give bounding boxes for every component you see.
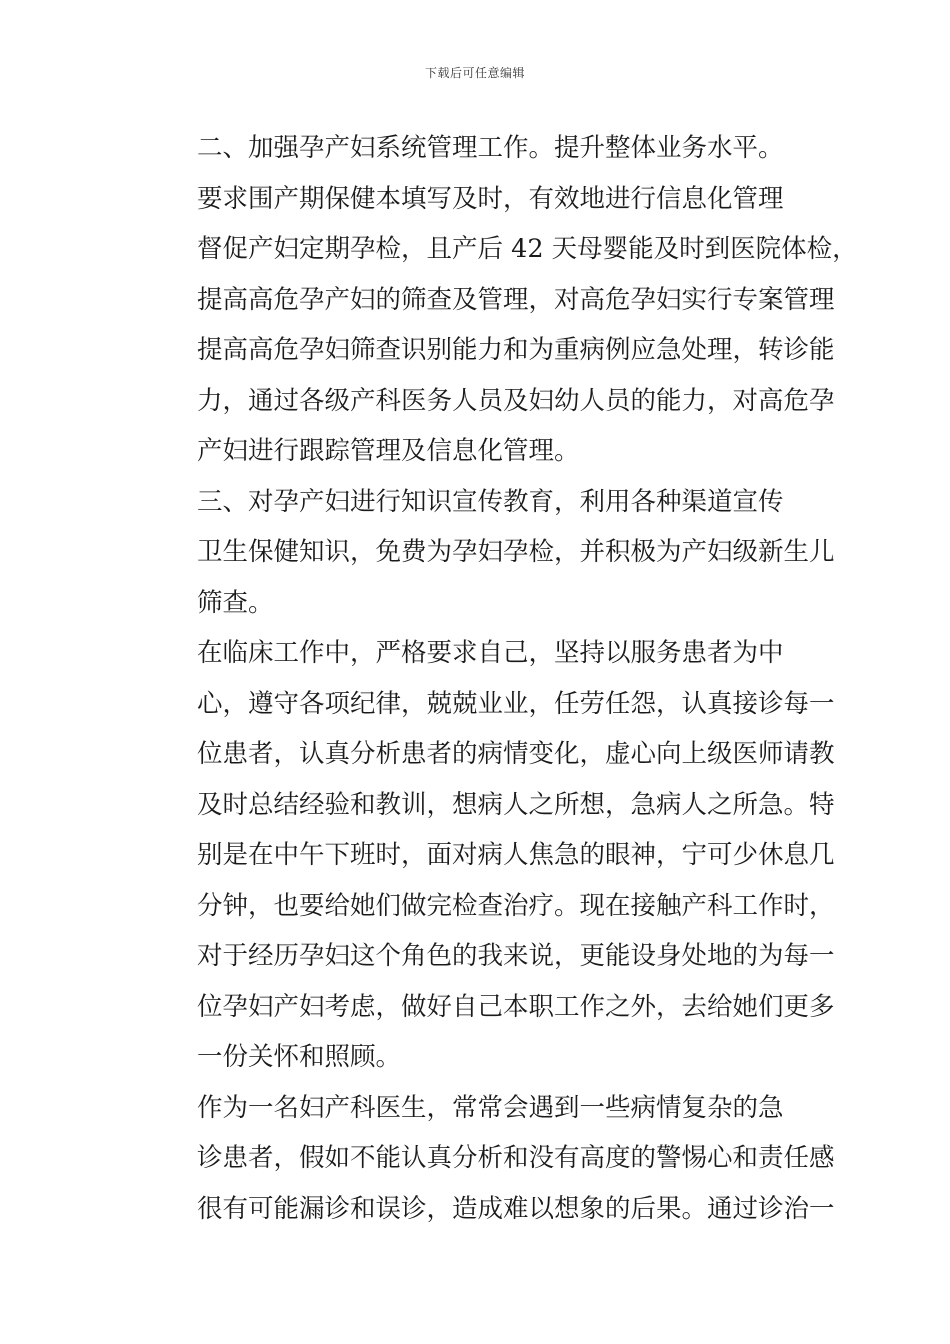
paragraph-clinical-work xyxy=(146,628,835,1083)
text-line: 二、加强孕产妇系统管理工作。提升整体业务水平。 xyxy=(197,133,784,163)
text-line: 提高高危孕产妇的筛查及管理，对高危孕妇实行专案管理 xyxy=(197,284,835,315)
text-line: 力，通过各级产科医务人员及妇幼人员的能力，对高危孕 xyxy=(197,385,835,416)
text-line: 很有可能漏诊和误诊，造成难以想象的后果。通过诊治一 xyxy=(197,1193,835,1224)
text-line: 诊患者，假如不能认真分析和没有高度的警惕心和责任感 xyxy=(197,1143,835,1173)
text-line: 心，遵守各项纪律，兢兢业业，任劳任怨，认真接诊每一 xyxy=(197,688,835,719)
text-line: 一份关怀和照顾。 xyxy=(197,1042,402,1072)
paragraph-emergency-patients xyxy=(146,1083,835,1235)
text-line: 别是在中午下班时，面对病人焦急的眼神，宁可少休息几 xyxy=(197,840,835,870)
text-line: 在临床工作中，严格要求自己，坚持以服务患者为中 xyxy=(197,638,784,668)
paragraph-section-two-heading xyxy=(146,123,806,174)
text-line: 要求围产期保健本填写及时，有效地进行信息化管理 xyxy=(197,183,784,214)
text-line: 分钟，也要给她们做完检查治疗。现在接触产科工作时， xyxy=(197,890,835,921)
text-line: 及时总结经验和教训，想病人之所想，急病人之所急。特 xyxy=(197,789,835,820)
text-line: 提高高危孕妇筛查识别能力和为重病例应急处理，转诊能 xyxy=(197,335,835,365)
text-line: 位孕妇产妇考虑，做好自己本职工作之外，去给她们更多 xyxy=(197,991,835,1022)
text-line: 对于经历孕妇这个角色的我来说，更能设身处地的为每一 xyxy=(197,941,835,971)
paragraph-perinatal-management xyxy=(146,174,858,477)
text-line: 筛查。 xyxy=(197,587,274,618)
text-line: 卫生保健知识，免费为孕妇孕检，并积极为产妇级新生儿 xyxy=(197,537,835,567)
document-body xyxy=(146,123,858,1234)
paragraph-section-three-education xyxy=(146,477,835,629)
text-line: 位患者，认真分析患者的病情变化，虚心向上级医师请教 xyxy=(197,739,835,769)
page-header-note: 下载后可任意编辑 xyxy=(424,66,525,80)
text-line: 督促产妇定期孕检，且产后 42 天母婴能及时到医院体检， xyxy=(197,234,858,264)
text-line: 三、对孕产妇进行知识宣传教育，利用各种渠道宣传 xyxy=(197,486,784,517)
text-line: 作为一名妇产科医生，常常会遇到一些病情复杂的急 xyxy=(197,1092,784,1123)
text-line: 产妇进行跟踪管理及信息化管理。 xyxy=(197,436,580,466)
